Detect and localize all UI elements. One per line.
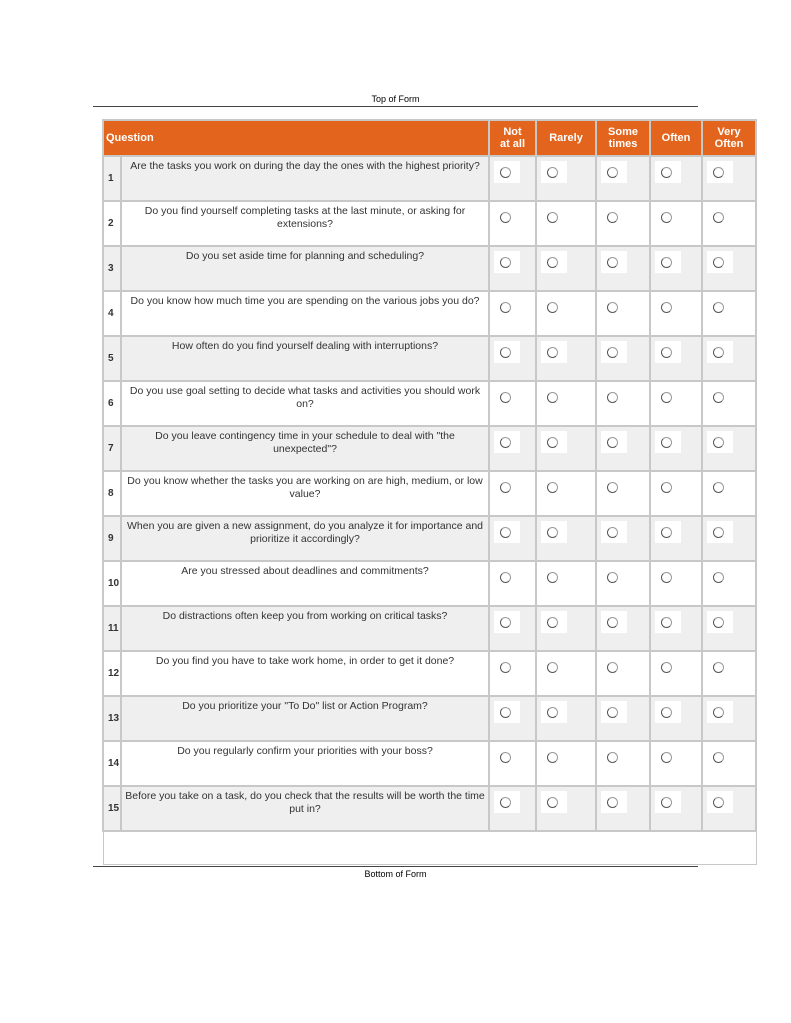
radio-button-often[interactable] [661, 167, 672, 178]
radio-box [601, 386, 627, 408]
radio-box [707, 521, 733, 543]
option-cell-some-times [596, 471, 650, 516]
radio-button-often[interactable] [661, 392, 672, 403]
question-column-header: Question [103, 120, 489, 156]
option-cell-rarely [536, 426, 596, 471]
option-cell-often [650, 741, 702, 786]
question-row [103, 381, 756, 426]
radio-box [655, 386, 681, 408]
question-text: Do you prioritize your "To Do" list or Action Program? [121, 696, 489, 741]
radio-button-rarely[interactable] [547, 437, 558, 448]
radio-box [655, 611, 681, 633]
option-cell-some-times [596, 201, 650, 246]
option-cell-not-at-all [489, 426, 536, 471]
radio-box [541, 161, 567, 183]
option-cell-not-at-all [489, 156, 536, 201]
radio-button-some-times[interactable] [607, 707, 618, 718]
question-text: Do you find yourself completing tasks at the last minute, or asking for extensions? [121, 201, 489, 246]
radio-box [707, 566, 733, 588]
radio-button-very-often[interactable] [713, 347, 724, 358]
header-row [103, 120, 756, 156]
question-row [103, 201, 756, 246]
option-cell-rarely [536, 561, 596, 606]
question-row [103, 741, 756, 786]
radio-box [655, 206, 681, 228]
radio-box [494, 521, 520, 543]
radio-box [494, 341, 520, 363]
top-of-form-label: Top of Form [93, 94, 698, 107]
option-cell-often [650, 291, 702, 336]
option-cell-rarely [536, 291, 596, 336]
radio-button-rarely[interactable] [547, 797, 558, 808]
radio-button-very-often[interactable] [713, 527, 724, 538]
question-text: Are you stressed about deadlines and commitments? [121, 561, 489, 606]
radio-button-often[interactable] [661, 572, 672, 583]
radio-box [601, 746, 627, 768]
option-cell-often [650, 336, 702, 381]
radio-button-not-at-all[interactable] [500, 752, 511, 763]
option-cell-often [650, 786, 702, 831]
option-cell-rarely [536, 651, 596, 696]
radio-button-rarely[interactable] [547, 752, 558, 763]
radio-box [655, 656, 681, 678]
option-cell-not-at-all [489, 246, 536, 291]
radio-box [601, 161, 627, 183]
question-text: Before you take on a task, do you check that the results will be worth the time put in? [121, 786, 489, 831]
option-cell-not-at-all [489, 606, 536, 651]
option-cell-rarely [536, 381, 596, 426]
question-text: Do you leave contingency time in your schedule to deal with "the unexpected"? [121, 426, 489, 471]
radio-button-not-at-all[interactable] [500, 572, 511, 583]
radio-box [601, 296, 627, 318]
question-row [103, 291, 756, 336]
radio-box [541, 476, 567, 498]
question-number: 5 [103, 336, 121, 381]
radio-button-some-times[interactable] [607, 797, 618, 808]
question-number: 13 [103, 696, 121, 741]
radio-button-some-times[interactable] [607, 617, 618, 628]
radio-box [541, 296, 567, 318]
option-cell-often [650, 606, 702, 651]
question-number: 12 [103, 651, 121, 696]
radio-box [655, 521, 681, 543]
question-row [103, 606, 756, 651]
radio-box [707, 611, 733, 633]
radio-box [707, 251, 733, 273]
option-cell-very-often [702, 741, 756, 786]
radio-button-some-times[interactable] [607, 212, 618, 223]
radio-button-very-often[interactable] [713, 392, 724, 403]
question-text: Are the tasks you work on during the day the ones with the highest priority? [121, 156, 489, 201]
question-text: Do you know how much time you are spending on the various jobs you do? [121, 291, 489, 336]
option-cell-some-times [596, 696, 650, 741]
option-cell-rarely [536, 471, 596, 516]
option-cell-very-often [702, 426, 756, 471]
question-row [103, 156, 756, 201]
option-cell-some-times [596, 606, 650, 651]
option-cell-very-often [702, 471, 756, 516]
radio-button-rarely[interactable] [547, 527, 558, 538]
radio-box [707, 206, 733, 228]
radio-box [494, 791, 520, 813]
radio-box [601, 566, 627, 588]
option-cell-some-times [596, 381, 650, 426]
radio-button-some-times[interactable] [607, 662, 618, 673]
form-footer-cell [103, 831, 756, 865]
radio-button-rarely[interactable] [547, 302, 558, 313]
survey-body [103, 156, 756, 865]
option-header-not-at-all: Not at all [489, 120, 536, 156]
radio-button-rarely[interactable] [547, 482, 558, 493]
question-number: 11 [103, 606, 121, 651]
radio-box [601, 251, 627, 273]
option-cell-some-times [596, 246, 650, 291]
radio-button-some-times[interactable] [607, 302, 618, 313]
radio-box [494, 656, 520, 678]
question-text: When you are given a new assignment, do you analyze it for importance and prioritize it accordingly? [121, 516, 489, 561]
option-cell-often [650, 246, 702, 291]
option-cell-some-times [596, 651, 650, 696]
question-row [103, 696, 756, 741]
radio-box [655, 341, 681, 363]
option-cell-not-at-all [489, 741, 536, 786]
radio-button-not-at-all[interactable] [500, 302, 511, 313]
radio-box [494, 431, 520, 453]
radio-button-not-at-all[interactable] [500, 392, 511, 403]
option-cell-very-often [702, 696, 756, 741]
question-number: 10 [103, 561, 121, 606]
radio-box [494, 206, 520, 228]
option-cell-some-times [596, 516, 650, 561]
option-cell-very-often [702, 651, 756, 696]
question-number: 15 [103, 786, 121, 831]
question-text: Do distractions often keep you from working on critical tasks? [121, 606, 489, 651]
radio-button-not-at-all[interactable] [500, 257, 511, 268]
radio-box [601, 521, 627, 543]
radio-button-often[interactable] [661, 302, 672, 313]
radio-button-very-often[interactable] [713, 707, 724, 718]
radio-button-rarely[interactable] [547, 662, 558, 673]
option-cell-rarely [536, 201, 596, 246]
radio-box [655, 566, 681, 588]
radio-box [541, 701, 567, 723]
radio-button-often[interactable] [661, 257, 672, 268]
radio-box [707, 296, 733, 318]
radio-box [707, 746, 733, 768]
radio-button-rarely[interactable] [547, 212, 558, 223]
option-cell-very-often [702, 561, 756, 606]
option-cell-very-often [702, 516, 756, 561]
option-cell-some-times [596, 336, 650, 381]
radio-button-very-often[interactable] [713, 752, 724, 763]
option-cell-not-at-all [489, 651, 536, 696]
option-cell-very-often [702, 201, 756, 246]
question-text: Do you know whether the tasks you are working on are high, medium, or low value? [121, 471, 489, 516]
radio-button-not-at-all[interactable] [500, 437, 511, 448]
option-cell-not-at-all [489, 291, 536, 336]
question-text: Do you set aside time for planning and scheduling? [121, 246, 489, 291]
radio-box [655, 746, 681, 768]
radio-button-some-times[interactable] [607, 257, 618, 268]
radio-button-very-often[interactable] [713, 212, 724, 223]
radio-box [494, 611, 520, 633]
option-cell-not-at-all [489, 786, 536, 831]
option-cell-not-at-all [489, 381, 536, 426]
radio-box [707, 656, 733, 678]
radio-button-often[interactable] [661, 797, 672, 808]
option-cell-some-times [596, 741, 650, 786]
question-number: 4 [103, 291, 121, 336]
radio-button-some-times[interactable] [607, 437, 618, 448]
option-cell-very-often [702, 606, 756, 651]
option-cell-rarely [536, 741, 596, 786]
radio-box [707, 386, 733, 408]
question-number: 3 [103, 246, 121, 291]
radio-button-often[interactable] [661, 527, 672, 538]
option-cell-often [650, 651, 702, 696]
question-text: Do you use goal setting to decide what tasks and activities you should work on? [121, 381, 489, 426]
radio-box [655, 161, 681, 183]
radio-box [494, 386, 520, 408]
option-cell-often [650, 471, 702, 516]
radio-button-rarely[interactable] [547, 707, 558, 718]
radio-box [655, 701, 681, 723]
radio-box [707, 476, 733, 498]
option-cell-rarely [536, 786, 596, 831]
radio-button-not-at-all[interactable] [500, 482, 511, 493]
radio-box [601, 206, 627, 228]
radio-box [494, 476, 520, 498]
radio-button-not-at-all[interactable] [500, 347, 511, 358]
radio-button-very-often[interactable] [713, 302, 724, 313]
radio-button-some-times[interactable] [607, 347, 618, 358]
radio-box [601, 611, 627, 633]
radio-box [707, 431, 733, 453]
question-number: 1 [103, 156, 121, 201]
question-number: 6 [103, 381, 121, 426]
radio-box [707, 161, 733, 183]
option-cell-not-at-all [489, 516, 536, 561]
radio-box [707, 701, 733, 723]
radio-button-very-often[interactable] [713, 482, 724, 493]
radio-box [494, 251, 520, 273]
radio-box [541, 566, 567, 588]
option-cell-very-often [702, 786, 756, 831]
option-cell-not-at-all [489, 201, 536, 246]
radio-button-very-often[interactable] [713, 662, 724, 673]
option-cell-often [650, 696, 702, 741]
radio-button-rarely[interactable] [547, 167, 558, 178]
radio-button-some-times[interactable] [607, 482, 618, 493]
option-header-rarely: Rarely [536, 120, 596, 156]
radio-box [541, 431, 567, 453]
option-cell-some-times [596, 291, 650, 336]
radio-button-often[interactable] [661, 662, 672, 673]
option-cell-rarely [536, 516, 596, 561]
question-row [103, 561, 756, 606]
radio-button-rarely[interactable] [547, 347, 558, 358]
radio-button-not-at-all[interactable] [500, 617, 511, 628]
question-row [103, 471, 756, 516]
option-cell-rarely [536, 606, 596, 651]
radio-button-often[interactable] [661, 437, 672, 448]
bottom-of-form-label: Bottom of Form [93, 866, 698, 881]
question-number: 8 [103, 471, 121, 516]
radio-button-very-often[interactable] [713, 167, 724, 178]
radio-button-not-at-all[interactable] [500, 527, 511, 538]
radio-box [541, 206, 567, 228]
radio-button-often[interactable] [661, 347, 672, 358]
radio-box [541, 611, 567, 633]
radio-box [494, 746, 520, 768]
radio-button-some-times[interactable] [607, 167, 618, 178]
radio-box [541, 791, 567, 813]
radio-button-often[interactable] [661, 212, 672, 223]
radio-box [494, 296, 520, 318]
option-cell-some-times [596, 156, 650, 201]
option-header-some-times: Some times [596, 120, 650, 156]
option-cell-very-often [702, 291, 756, 336]
radio-button-very-often[interactable] [713, 572, 724, 583]
radio-button-not-at-all[interactable] [500, 662, 511, 673]
option-header-very-often: Very Often [702, 120, 756, 156]
radio-box [601, 431, 627, 453]
question-row [103, 426, 756, 471]
option-cell-some-times [596, 426, 650, 471]
radio-button-some-times[interactable] [607, 527, 618, 538]
option-header-often: Often [650, 120, 702, 156]
question-text: Do you find you have to take work home, in order to get it done? [121, 651, 489, 696]
option-cell-not-at-all [489, 336, 536, 381]
radio-button-not-at-all[interactable] [500, 167, 511, 178]
radio-box [707, 341, 733, 363]
question-number: 7 [103, 426, 121, 471]
radio-box [601, 476, 627, 498]
radio-box [494, 161, 520, 183]
question-number: 14 [103, 741, 121, 786]
radio-button-rarely[interactable] [547, 572, 558, 583]
question-row [103, 336, 756, 381]
radio-button-often[interactable] [661, 482, 672, 493]
radio-button-rarely[interactable] [547, 617, 558, 628]
radio-button-some-times[interactable] [607, 752, 618, 763]
radio-button-very-often[interactable] [713, 257, 724, 268]
option-cell-often [650, 561, 702, 606]
radio-box [601, 791, 627, 813]
radio-box [541, 521, 567, 543]
question-row [103, 516, 756, 561]
radio-button-very-often[interactable] [713, 617, 724, 628]
option-cell-some-times [596, 786, 650, 831]
option-cell-rarely [536, 246, 596, 291]
radio-button-some-times[interactable] [607, 392, 618, 403]
option-cell-very-often [702, 246, 756, 291]
question-row [103, 246, 756, 291]
question-text: Do you regularly confirm your priorities with your boss? [121, 741, 489, 786]
radio-box [601, 341, 627, 363]
option-cell-very-often [702, 336, 756, 381]
option-cell-often [650, 201, 702, 246]
option-cell-often [650, 381, 702, 426]
radio-box [541, 341, 567, 363]
radio-button-not-at-all[interactable] [500, 797, 511, 808]
radio-box [655, 251, 681, 273]
option-cell-rarely [536, 156, 596, 201]
radio-box [541, 656, 567, 678]
form-footer-row [103, 831, 756, 865]
question-number: 2 [103, 201, 121, 246]
radio-box [655, 791, 681, 813]
radio-box [494, 701, 520, 723]
radio-box [655, 296, 681, 318]
radio-box [541, 746, 567, 768]
radio-button-often[interactable] [661, 707, 672, 718]
radio-button-very-often[interactable] [713, 797, 724, 808]
option-cell-rarely [536, 336, 596, 381]
option-cell-rarely [536, 696, 596, 741]
option-cell-very-often [702, 381, 756, 426]
radio-box [655, 431, 681, 453]
radio-box [601, 656, 627, 678]
radio-button-very-often[interactable] [713, 437, 724, 448]
radio-box [494, 566, 520, 588]
radio-box [541, 251, 567, 273]
radio-button-rarely[interactable] [547, 257, 558, 268]
radio-box [601, 701, 627, 723]
question-text: How often do you find yourself dealing with interruptions? [121, 336, 489, 381]
radio-button-not-at-all[interactable] [500, 212, 511, 223]
option-cell-not-at-all [489, 471, 536, 516]
radio-box [707, 791, 733, 813]
option-cell-often [650, 426, 702, 471]
question-row [103, 786, 756, 831]
radio-button-not-at-all[interactable] [500, 707, 511, 718]
option-cell-very-often [702, 156, 756, 201]
survey-table [102, 119, 757, 865]
option-cell-not-at-all [489, 561, 536, 606]
option-cell-some-times [596, 561, 650, 606]
option-cell-not-at-all [489, 696, 536, 741]
radio-button-often[interactable] [661, 752, 672, 763]
radio-box [541, 386, 567, 408]
option-cell-often [650, 156, 702, 201]
radio-button-rarely[interactable] [547, 392, 558, 403]
radio-button-often[interactable] [661, 617, 672, 628]
radio-box [655, 476, 681, 498]
question-number: 9 [103, 516, 121, 561]
question-row [103, 651, 756, 696]
radio-button-some-times[interactable] [607, 572, 618, 583]
option-cell-often [650, 516, 702, 561]
